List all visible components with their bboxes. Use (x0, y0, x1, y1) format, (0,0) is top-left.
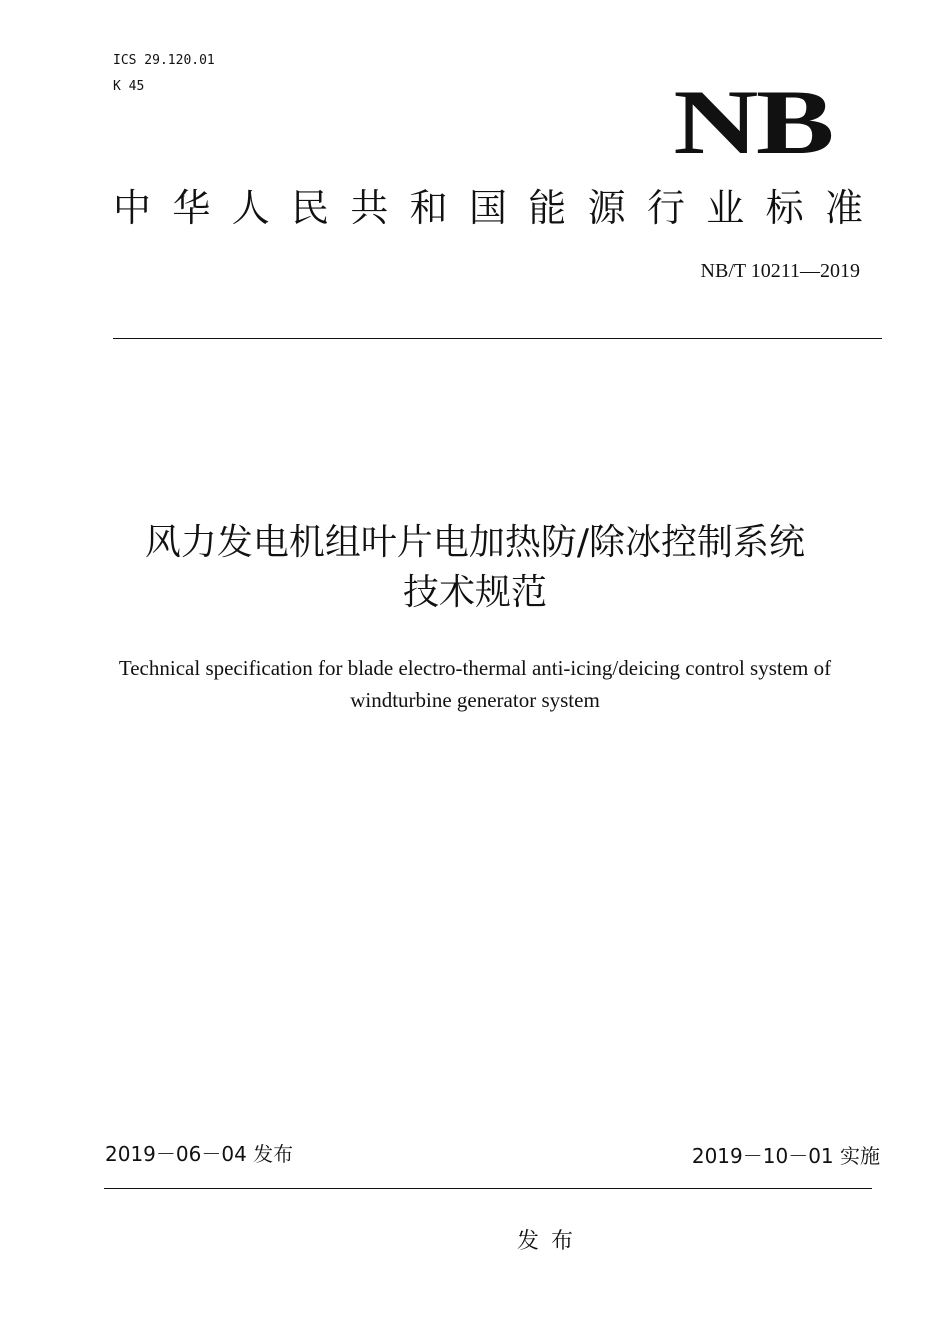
standard-category-title (113, 186, 863, 230)
issue-date: 2019－06－04 发布 (105, 1142, 294, 1166)
top-divider (113, 338, 882, 339)
classification-codes (113, 48, 215, 100)
title-char: 民 (290, 186, 329, 230)
english-title-line-1: Technical specification for blade electro-thermal anti-icing/deicing control system of (118, 656, 832, 680)
title-char: 国 (468, 186, 507, 230)
bottom-divider (104, 1188, 872, 1189)
ccs-code: K 45 (113, 79, 145, 94)
title-char: 共 (350, 186, 389, 230)
chinese-title (0, 518, 950, 618)
title-char: 华 (172, 186, 211, 230)
title-char: 源 (587, 186, 626, 230)
title-char: 能 (528, 186, 567, 230)
ics-code: ICS 29.120.01 (113, 53, 215, 68)
implementation-date: 2019－10－01 实施 (691, 1144, 880, 1168)
title-char: 标 (765, 186, 804, 230)
chinese-title-line-1: 风力发电机组叶片电加热防/除冰控制系统 (144, 522, 806, 563)
nb-logo: NB (673, 71, 832, 173)
title-char: 行 (646, 186, 685, 230)
title-char: 业 (706, 186, 745, 230)
title-char: 中 (113, 186, 152, 230)
title-char: 准 (824, 186, 863, 230)
english-title (60, 652, 890, 716)
english-title-line-2: windturbine generator system (350, 688, 600, 712)
title-char: 人 (231, 186, 270, 230)
chinese-title-line-2: 技术规范 (402, 572, 547, 613)
standard-number: NB/T 10211—2019 (700, 260, 860, 282)
issuer-label: 发布 (517, 1229, 586, 1254)
title-char: 和 (409, 186, 448, 230)
